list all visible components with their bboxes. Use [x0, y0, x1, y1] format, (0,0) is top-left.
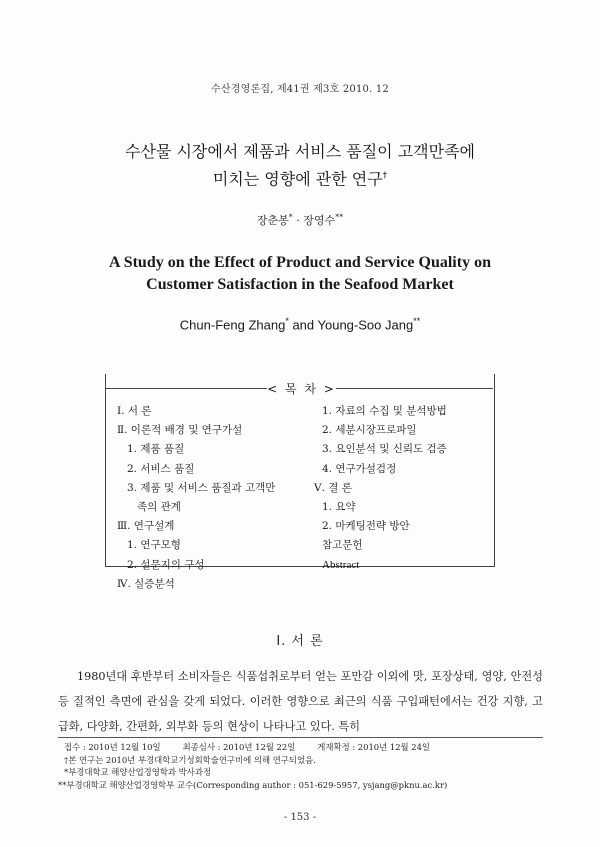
english-author-1: Chun-Feng Zhang	[179, 317, 286, 333]
toc-right-column	[314, 402, 492, 575]
korean-authors	[0, 212, 600, 228]
section-heading-introduction: Ⅰ. 서 론	[276, 634, 324, 649]
english-title	[0, 252, 600, 296]
korean-author-separator: ·	[292, 214, 304, 227]
toc-item: Ⅱ. 이론적 배경 및 연구가설	[117, 424, 243, 437]
footnote-funding: †본 연구는 2010년 부경대학교기성회학술연구비에 의해 연구되었음.	[64, 754, 316, 765]
body-paragraph: 1980년대 후반부터 소비자들은 식품섭취로부터 얻는 포만감 이외에 맛, 포장상태, 영양, 안전성 등 질적인 측면에 관심을 갖게 되었다. 이러한 영향으로 최근의 식품 구입패턴에서는 건강 지향, 고급화, 다양화, 간편화, 외부화 등의 현상이 나타나고 있다. 특히	[58, 670, 543, 733]
toc-item: Ⅲ. 연구설계	[117, 520, 175, 533]
reviewed-date: 최종심사 : 2010년 12월 22일	[182, 742, 296, 752]
toc-item: 2. 설문지의 구성	[127, 558, 205, 571]
footnotes	[58, 741, 544, 791]
toc-item: 1. 제품 품질	[127, 443, 185, 456]
toc-top-rule-right	[336, 388, 493, 389]
toc-item: 족의 관계	[137, 501, 181, 514]
korean-title-line-2-text: 미치는 영향에 관한 연구	[212, 169, 383, 189]
toc-item: 1. 요약	[322, 501, 356, 514]
footnote-author-1: *부경대학교 해양산업경영학과 박사과정	[64, 767, 212, 777]
english-title-line-2: Customer Satisfaction in the Seafood Market	[146, 276, 454, 293]
toc-item: 4. 연구가설검정	[322, 462, 397, 475]
toc-left-column	[117, 402, 307, 594]
korean-author-2-mark: **	[335, 212, 344, 222]
page-number: - 153 -	[283, 812, 317, 823]
toc-item: 참고문헌	[322, 539, 363, 552]
footnote-author-2: **부경대학교 해양산업경영학부 교수(Corresponding author : 051-629-5957, ysjang@pknu.ac.kr)	[58, 779, 448, 790]
korean-title-line-1: 수산물 시장에서 제품과 서비스 품질이 고객만족에	[124, 142, 475, 161]
toc-item: 1. 자료의 수집 및 분석방법	[322, 405, 447, 417]
received-date: 접수 : 2010년 12월 10일	[64, 742, 161, 752]
korean-author-1-mark: *	[288, 212, 293, 222]
toc-item: Abstract	[322, 558, 360, 571]
footnote-dates	[64, 741, 544, 754]
toc-item: 3. 제품 및 서비스 품질과 고객만	[127, 481, 276, 494]
toc-item: Ⅴ. 결 론	[314, 481, 352, 494]
journal-header: 수산경영론집, 제41권 제3호 2010. 12	[211, 84, 389, 95]
english-author-2: Young-Soo Jang	[317, 317, 414, 333]
toc-item: 1. 연구모형	[127, 539, 181, 552]
korean-title-line-2	[0, 164, 600, 191]
korean-title	[0, 140, 600, 191]
toc-item: 2. 서비스 품질	[127, 462, 195, 475]
english-author-2-mark: **	[413, 316, 421, 326]
footnote-divider	[58, 737, 543, 738]
toc-top-rule-left	[105, 388, 267, 389]
toc-item: 3. 요인분석 및 신뢰도 검증	[322, 443, 447, 456]
english-author-joiner: and	[288, 317, 318, 333]
toc-item: Ⅰ. 서 론	[117, 405, 152, 417]
english-author-1-mark: *	[285, 316, 289, 326]
english-title-line-1: A Study on the Effect of Product and Service Quality on	[109, 254, 491, 271]
toc-item: 2. 마케팅전략 방안	[322, 520, 410, 533]
toc-title: < 목 차 >	[267, 382, 336, 396]
dagger-mark: †	[382, 171, 388, 181]
toc-item: 2. 세분시장프로파일	[322, 424, 417, 437]
toc-item: Ⅳ. 실증분석	[117, 577, 175, 590]
english-authors	[0, 316, 600, 332]
korean-author-2: 장영수	[303, 214, 336, 227]
korean-author-1: 장춘봉	[256, 214, 289, 227]
accepted-date: 게재확정 : 2010년 12월 24일	[317, 742, 431, 752]
